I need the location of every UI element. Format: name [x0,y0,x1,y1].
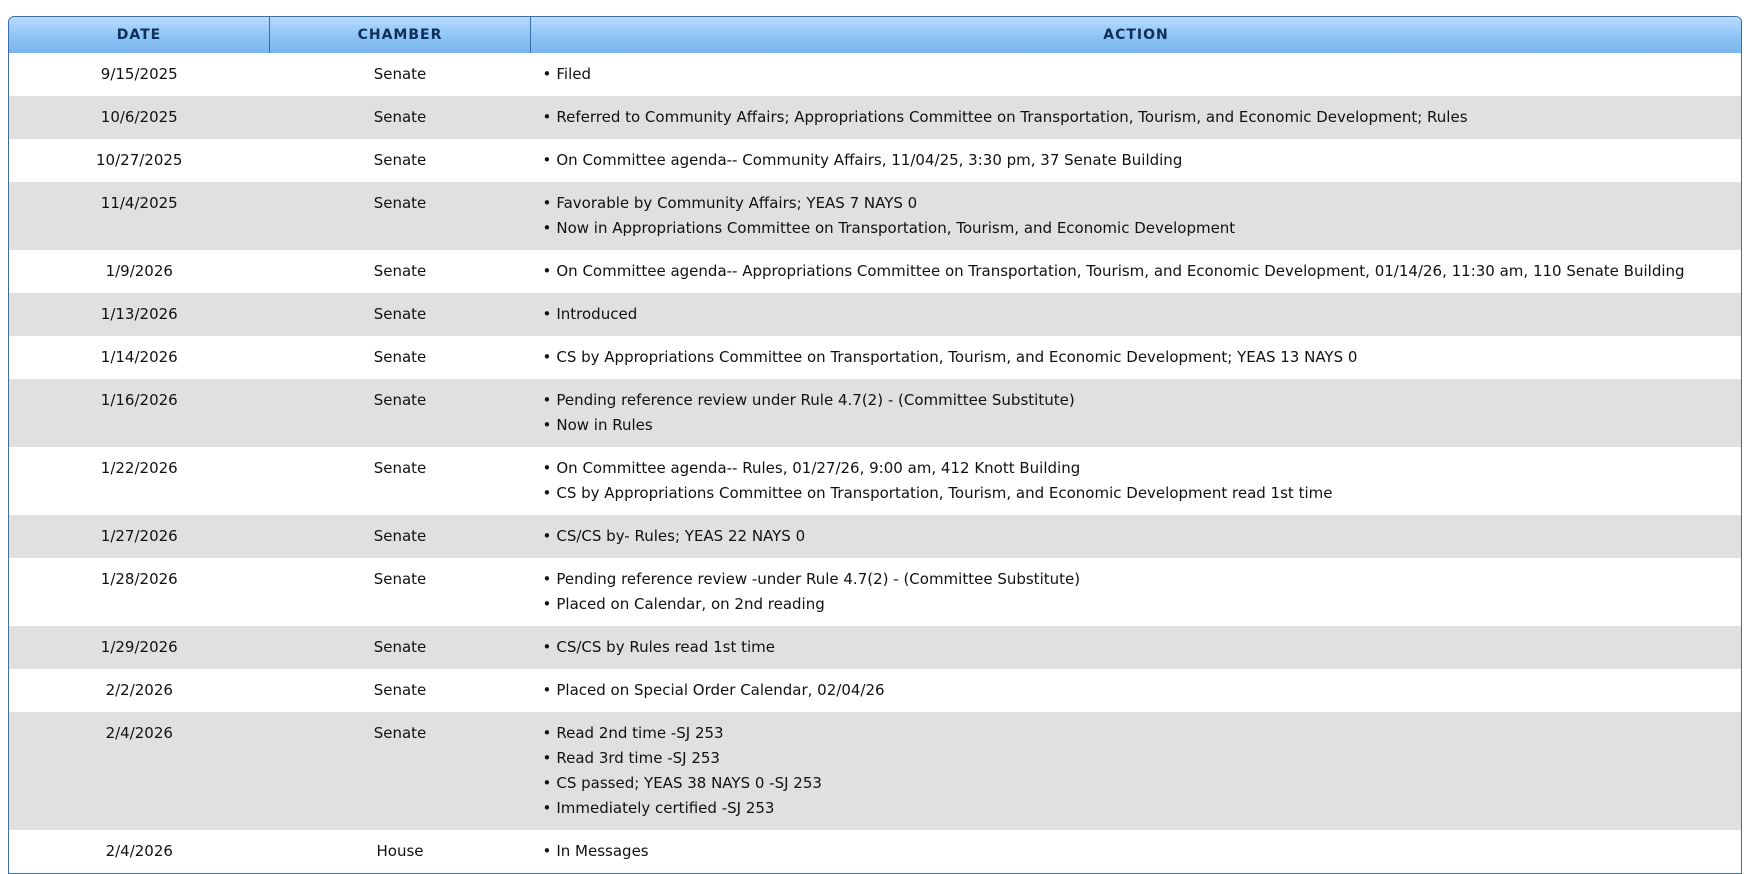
row-chamber: Senate [373,194,427,212]
action-item [543,678,1742,703]
action-item [543,746,1742,771]
row-date: 1/14/2026 [100,348,178,366]
action-list [543,148,1742,173]
table-row [9,669,1741,712]
bullet-icon: • [542,305,552,323]
action-text: CS/CS by- Rules; YEAS 22 NAYS 0 [556,527,806,545]
header-date: DATE [9,17,270,53]
table-row [9,336,1741,379]
action-text: Read 2nd time -SJ 253 [556,724,724,742]
action-text: Immediately certified -SJ 253 [556,799,775,817]
action-list [543,259,1742,284]
row-actions [531,336,1742,379]
bullet-icon: • [542,151,552,169]
bullet-icon: • [542,595,552,613]
action-text: On Committee agenda-- Community Affairs, 11/04/25, 3:30 pm, 37 Senate Building [556,151,1183,169]
table-row [9,139,1741,182]
action-item [543,721,1742,746]
row-actions [531,96,1742,139]
table-row [9,182,1741,250]
bullet-icon: • [542,108,552,126]
action-list [543,456,1742,506]
bullet-icon: • [542,65,552,83]
row-actions [531,830,1742,873]
row-date: 11/4/2025 [100,194,178,212]
bullet-icon: • [542,262,552,280]
row-date: 10/6/2025 [100,108,178,126]
action-item [543,191,1742,216]
row-chamber: Senate [373,262,427,280]
table-row [9,96,1741,139]
action-list [543,302,1742,327]
row-chamber: Senate [373,527,427,545]
action-list [543,635,1742,660]
action-text: Now in Appropriations Committee on Transportation, Tourism, and Economic Development [556,219,1236,237]
action-item [543,148,1742,173]
bill-history-table-container [8,16,1742,874]
row-actions [531,515,1742,558]
action-text: Filed [556,65,591,83]
action-text: CS/CS by Rules read 1st time [556,638,776,656]
table-row [9,515,1741,558]
bullet-icon: • [542,799,552,817]
row-chamber: Senate [373,638,427,656]
action-text: CS by Appropriations Committee on Transportation, Tourism, and Economic Development read 1st time [556,484,1333,502]
row-chamber: Senate [373,459,427,477]
action-text: Placed on Calendar, on 2nd reading [556,595,825,613]
action-item [543,481,1742,506]
action-item [543,456,1742,481]
action-list [543,839,1742,864]
header-chamber: CHAMBER [270,17,531,53]
action-item [543,635,1742,660]
bullet-icon: • [542,416,552,434]
row-date: 1/13/2026 [100,305,178,323]
bullet-icon: • [542,638,552,656]
bullet-icon: • [542,749,552,767]
bullet-icon: • [542,724,552,742]
action-text: On Committee agenda-- Rules, 01/27/26, 9:00 am, 412 Knott Building [556,459,1081,477]
action-item [543,771,1742,796]
action-text: Introduced [556,305,638,323]
action-list [543,105,1742,130]
row-date: 1/16/2026 [100,391,178,409]
bullet-icon: • [542,348,552,366]
action-text: CS by Appropriations Committee on Transportation, Tourism, and Economic Development; YEAS 13 NAYS 0 [556,348,1358,366]
row-chamber: Senate [373,305,427,323]
bullet-icon: • [542,219,552,237]
bill-history-table [9,17,1741,873]
row-actions [531,626,1742,669]
table-row [9,558,1741,626]
bullet-icon: • [542,842,552,860]
action-text: Pending reference review -under Rule 4.7(2) - (Committee Substitute) [556,570,1081,588]
action-text: Read 3rd time -SJ 253 [556,749,720,767]
action-item [543,105,1742,130]
action-text: In Messages [556,842,649,860]
action-text: Now in Rules [556,416,653,434]
row-chamber: Senate [373,570,427,588]
action-list [543,678,1742,703]
bullet-icon: • [542,391,552,409]
action-list [543,62,1742,87]
row-chamber: Senate [373,724,427,742]
table-row [9,712,1741,830]
row-chamber: Senate [373,151,427,169]
action-item [543,524,1742,549]
table-row [9,830,1741,873]
table-row [9,379,1741,447]
action-list [543,345,1742,370]
action-text: Pending reference review under Rule 4.7(2) - (Committee Substitute) [556,391,1075,409]
action-text: On Committee agenda-- Appropriations Committee on Transportation, Tourism, and Economic Development, 01/14/26, 11:30 am, 110 Senate Building [556,262,1685,280]
row-actions [531,558,1742,626]
bullet-icon: • [542,194,552,212]
action-item [543,216,1742,241]
table-body [9,53,1741,873]
row-chamber: House [376,842,424,860]
action-item [543,62,1742,87]
action-text: Referred to Community Affairs; Appropriations Committee on Transportation, Tourism, and Economic Development; Rules [556,108,1468,126]
table-header [9,17,1741,53]
row-date: 9/15/2025 [100,65,178,83]
table-row [9,626,1741,669]
action-item [543,259,1742,284]
table-row [9,447,1741,515]
row-chamber: Senate [373,348,427,366]
row-actions [531,53,1742,96]
header-action: ACTION [1103,27,1169,43]
row-actions [531,379,1742,447]
row-chamber: Senate [373,65,427,83]
action-item [543,388,1742,413]
row-date: 10/27/2025 [96,151,183,169]
row-date: 2/4/2026 [105,724,173,742]
action-text: Favorable by Community Affairs; YEAS 7 NAYS 0 [556,194,918,212]
action-text: Placed on Special Order Calendar, 02/04/26 [556,681,885,699]
table-row [9,53,1741,96]
row-date: 1/22/2026 [100,459,178,477]
action-list [543,524,1742,549]
bullet-icon: • [542,459,552,477]
row-date: 2/4/2026 [105,842,173,860]
header-row [9,17,1741,53]
bullet-icon: • [542,774,552,792]
action-item [543,413,1742,438]
action-item [543,302,1742,327]
action-text: CS passed; YEAS 38 NAYS 0 -SJ 253 [556,774,822,792]
action-item [543,796,1742,821]
action-list [543,388,1742,438]
action-item [543,839,1742,864]
row-chamber: Senate [373,108,427,126]
bullet-icon: • [542,527,552,545]
row-actions [531,250,1742,293]
bullet-icon: • [542,570,552,588]
row-date: 1/29/2026 [100,638,178,656]
row-chamber: Senate [373,681,427,699]
action-item [543,345,1742,370]
table-row [9,250,1741,293]
action-item [543,567,1742,592]
row-chamber: Senate [373,391,427,409]
action-list [543,567,1742,617]
action-list [543,191,1742,241]
row-date: 1/28/2026 [100,570,178,588]
row-date: 1/27/2026 [100,527,178,545]
row-actions [531,447,1742,515]
row-actions [531,182,1742,250]
row-actions [531,139,1742,182]
table-row [9,293,1741,336]
row-actions [531,293,1742,336]
action-item [543,592,1742,617]
row-actions [531,712,1742,830]
row-actions [531,669,1742,712]
action-list [543,721,1742,821]
bullet-icon: • [542,681,552,699]
row-date: 2/2/2026 [105,681,173,699]
bullet-icon: • [542,484,552,502]
row-date: 1/9/2026 [105,262,173,280]
